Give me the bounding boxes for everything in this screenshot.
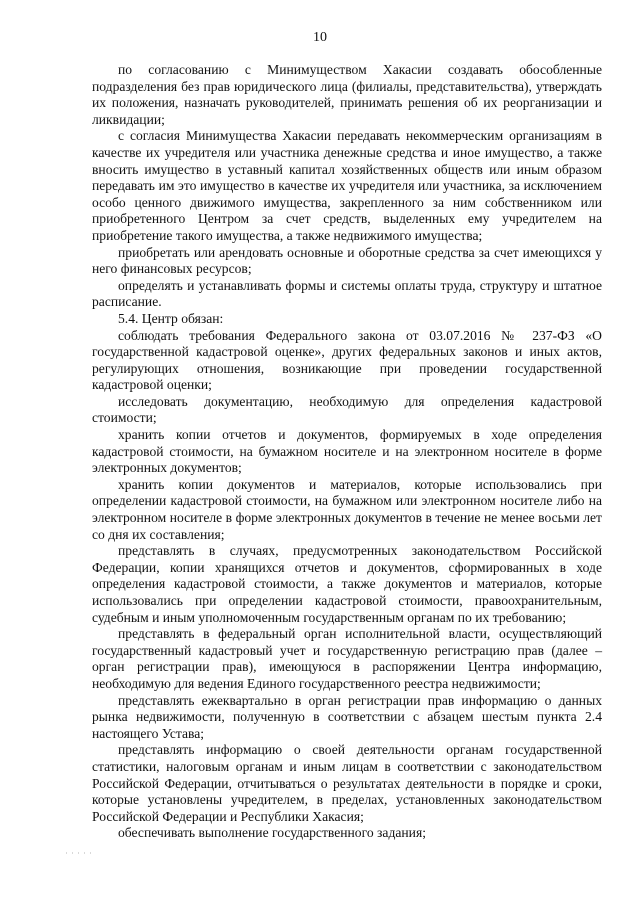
page-number: 10 bbox=[313, 30, 327, 45]
paragraph-provide-copies: представлять в случаях, предусмотренных законодательством Российской Федерации, копии хранящихся отчетов и документов, сформированных в ходе определения кадастровой стоимости, а также документов и материалов, которые использовались при определении кадастровой стоимости, правоохранительным, судебным и иным уполномоченным государственным органам по их требованию; bbox=[92, 543, 602, 625]
scan-artifact bbox=[66, 852, 96, 854]
paragraph-comply-law: соблюдать требования Федерального закона от 03.07.2016 № 237-ФЗ «О государственной кадастровой оценке», других федеральных законов и иных актов, регулирующих отношения, возникающие при проведении государственной кадастровой оценки; bbox=[92, 327, 602, 393]
section-heading-5-4: 5.4. Центр обязан: bbox=[118, 310, 224, 326]
paragraph-quarterly-market-data: представлять ежеквартально в орган регистрации прав информацию о данных рынка недвижимости, полученную в соответствии с абзацем шестым пункта 2.4 настоящего Устава; bbox=[92, 692, 602, 741]
paragraph-activity-reporting: представлять информацию о своей деятельности органам государственной статистики, налоговым органам и иным лицам в соответствии с законодательством Российской Федерации, отчитываться о результатах деятельности в порядке и сроки, которые установлены учредителем, в пределах, установленных законодательством Российской Федерации и Республики Хакасия; bbox=[92, 742, 602, 824]
document-body bbox=[92, 62, 602, 842]
paragraph-wages-structure: определять и устанавливать формы и системы оплаты труда, структуру и штатное расписание. bbox=[92, 277, 602, 310]
paragraph-branches: по согласованию с Минимуществом Хакасии создавать обособленные подразделения без прав юридического лица (филиалы, представительства), утверждать их положения, назначать руководителей, принимать решения об их реорганизации и ликвидации; bbox=[92, 62, 602, 127]
paragraph-registry-info: представлять в федеральный орган исполнительной власти, осуществляющий государственный кадастровый учет и государственную регистрацию прав (далее – орган регистрации прав), имеющуюся в распоряжении Центра информацию, необходимую для ведения Единого государственного реестра недвижимости; bbox=[92, 626, 602, 691]
paragraph-acquire-assets: приобретать или арендовать основные и оборотные средства за счет имеющихся у него финансовых ресурсов; bbox=[92, 244, 602, 277]
paragraph-state-assignment: обеспечивать выполнение государственного задания; bbox=[118, 825, 426, 841]
paragraph-store-materials: хранить копии документов и материалов, которые использовались при определении кадастровой стоимости, на бумажном или электронном носителе либо на электронном носителе в форме электронных документов в течение не менее восьми лет со дня их составления; bbox=[92, 476, 602, 542]
paragraph-study-documentation: исследовать документацию, необходимую для определения кадастровой стоимости; bbox=[92, 393, 602, 426]
paragraph-property-transfer: с согласия Минимущества Хакасии передавать некоммерческим организациям в качестве их учредителя или участника денежные средства и иное имущество, а также вносить имущество в уставный капитал хозяйственных обществ или иным образом передавать им это имущество в качестве их учредителя или участника, за исключением особо ценного движимого имущества, закрепленного за ним собственником или приобретенного Центром за счет средств, выделенных ему учредителем на приобретение такого имущества, а также недвижимого имущества; bbox=[92, 128, 602, 243]
paragraph-store-report-copies: хранить копии отчетов и документов, формируемых в ходе определения кадастровой стоимости, на бумажном носителе и на электронном носителе в форме электронных документов; bbox=[92, 427, 602, 476]
